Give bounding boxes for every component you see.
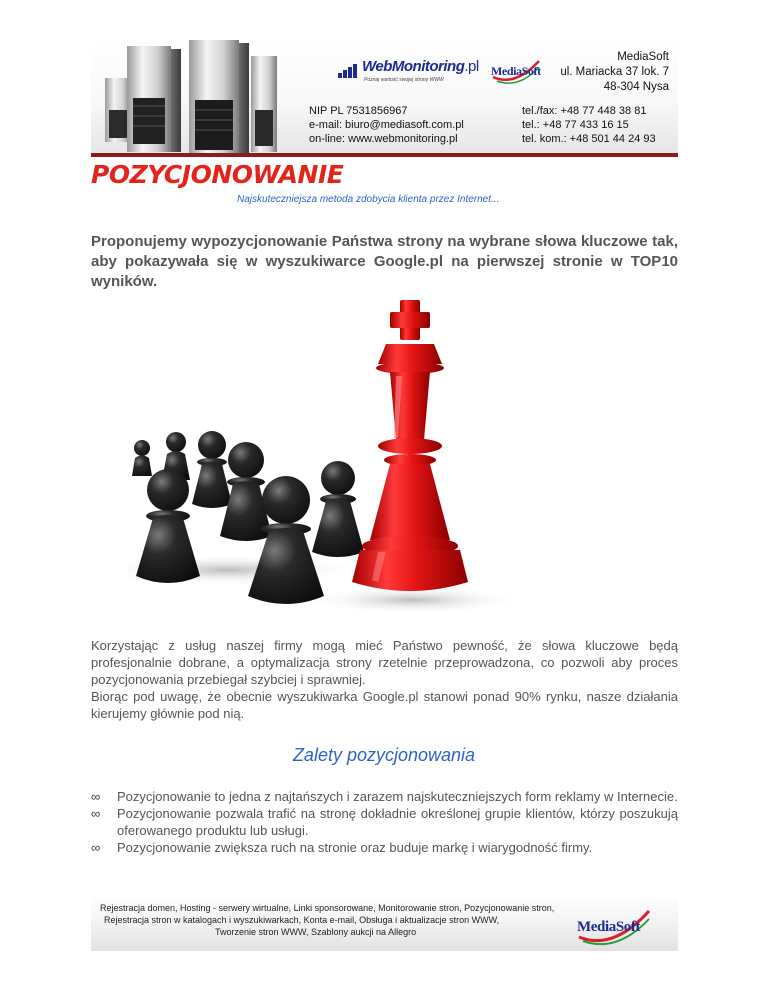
company-address: MediaSoft ul. Mariacka 37 lok. 7 48-304 Nysa — [560, 51, 669, 93]
infinity-bullet-icon: ∞ — [91, 806, 101, 821]
body-text — [91, 637, 678, 722]
mediasoft-logo: MediaSoft — [489, 55, 541, 85]
pawn-far-1 — [132, 440, 152, 476]
webmonitoring-logo — [338, 56, 478, 88]
footer-banner — [91, 893, 678, 951]
paragraph-2: Biorąc pod uwagę, że obecnie wyszukiwarka Google.pl stanowi ponad 90% rynku, nasze działania kierujemy głównie pod nią. — [91, 689, 678, 721]
letterhead-banner — [91, 40, 678, 157]
footer-services-line-2: Rejestracja stron w katalogach i wyszukiwarkach, Konta e-mail, Obsługa i aktualizacje stron WWW, — [104, 915, 500, 925]
bar-chart-icon — [338, 64, 360, 78]
list-item: ∞ Pozycjonowanie to jedna z najtańszych i zarazem najskuteczniejszych form reklamy w Internecie. — [91, 789, 678, 804]
infinity-bullet-icon: ∞ — [91, 789, 101, 804]
footer-services-line-1: Rejestracja domen, Hosting - serwery wirtualne, Linki sponsorowane, Monitorowanie stron, Pozycjonowanie stron, — [100, 903, 555, 913]
server-towers-image — [91, 40, 281, 157]
company-phones: tel./fax: +48 77 448 38 81 tel.: +48 77 433 16 15 tel. kom.: +48 501 44 24 93 — [522, 105, 656, 145]
section-heading: Zalety pozycjonowania — [292, 745, 476, 765]
header-stripe — [91, 153, 678, 157]
webmonitoring-logo-text: WebMonitoring.pl — [362, 58, 479, 75]
footer-services-line-3: Tworzenie stron WWW, Szablony aukcji na Allegro — [215, 927, 417, 937]
page-subtitle: Najskuteczniejsza metoda zdobycia klienta przez Internet... — [237, 194, 500, 205]
mediasoft-footer-logo: MediaSoft — [573, 907, 653, 947]
pawn-near-1 — [136, 469, 200, 583]
page-title: POZYCJONOWANIE — [91, 160, 344, 189]
pawn-mid-1 — [192, 431, 232, 508]
paragraph-1: Korzystając z usług naszej firmy mogą mieć Państwo pewność, że słowa kluczowe będą profesjonalnie dobrane, a optymalizacja strony rzetelnie przeprowadzona, co pozwoli aby proces pozycjonowania przebiegał szybciej i sprawniej. — [91, 638, 678, 687]
advantages-list — [91, 788, 678, 856]
pawn-mid-3 — [312, 461, 364, 557]
list-item: ∞ Pozycjonowanie zwiększa ruch na stronie oraz buduje markę i wiarygodność firmy. — [91, 840, 593, 855]
chess-pieces-image — [128, 300, 578, 622]
infinity-bullet-icon: ∞ — [91, 840, 101, 855]
company-contact-ids: NIP PL 7531856967 e-mail: biuro@mediasoft.com.pl on-line: www.webmonitoring.pl — [309, 105, 464, 145]
red-king-piece — [352, 300, 468, 591]
lead-paragraph: Proponujemy wypozycjonowanie Państwa strony na wybrane słowa kluczowe tak, aby pokazywała się w wyszukiwarce Google.pl na pierwszej stronie w TOP10 wyników. — [91, 233, 678, 290]
webmonitoring-tagline: Poznaj wartość swojej strony WWW — [364, 77, 444, 83]
list-item: ∞ Pozycjonowanie pozwala trafić na stronę dokładnie określonej grupie klientów, którzy poszukują oferowanego produktu lub usługi. — [91, 806, 678, 838]
